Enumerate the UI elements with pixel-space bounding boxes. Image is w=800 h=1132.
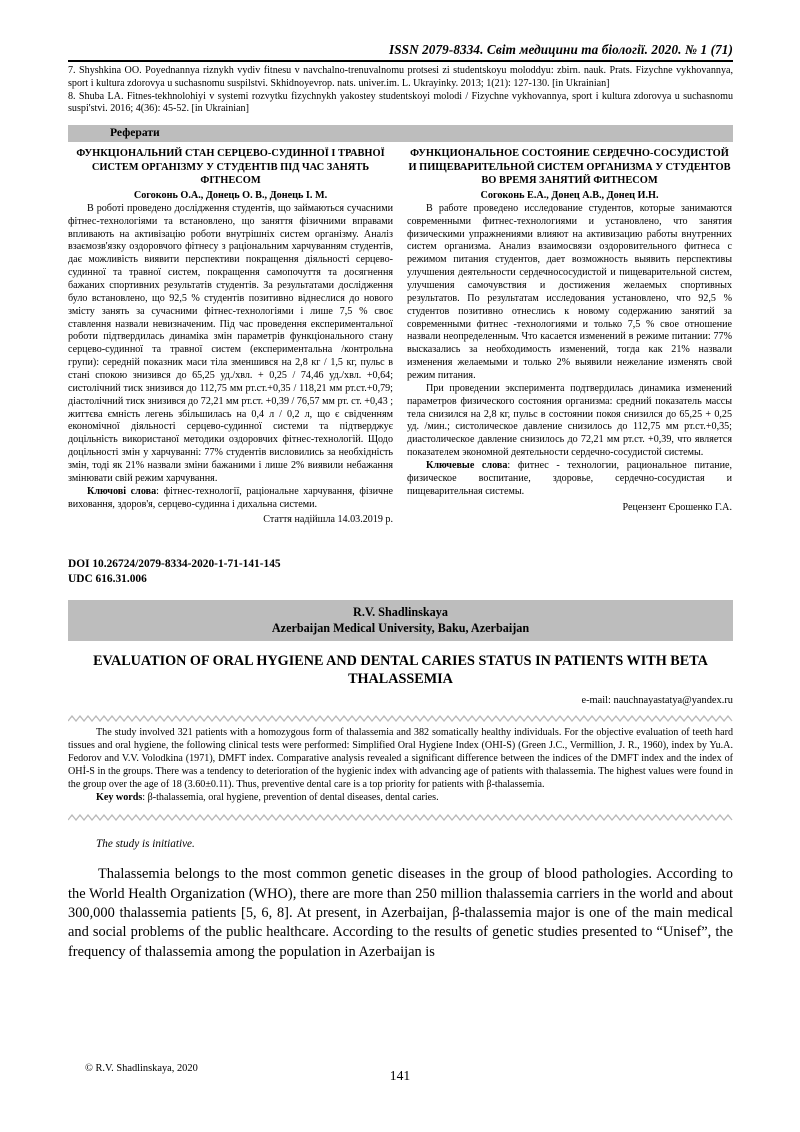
doi-line: DOI 10.26724/2079-8334-2020-1-71-141-145 (68, 558, 281, 571)
abstract-title-ru: ФУНКЦИОНАЛЬНОЕ СОСТОЯНИЕ СЕРДЕЧНО-СОСУДИСТОЙ И ПИЩЕВАРИТЕЛЬНОЙ СИСТЕМ ОРГАНИЗМА У СТУДЕНТОВ ВО ВРЕМЯ ЗАНЯТИЙ ФИТНЕСОМ (408, 148, 731, 187)
article-affiliation: Azerbaijan Medical University, Baku, Azerbaijan (271, 620, 530, 635)
article-abstract (68, 727, 733, 805)
abstract-paragraph-ru-2: При проведении эксперимента подтвердилась динамика изменений параметров физического состояния организма: средний показатель массы тела снизился на 2,8 кг, пульс в состоянии покоя снизился до 65,25 + 0,25 уд. /мин.; систолическое давление снизилось до 112,75 мм рт.ст.+0,35; диастолическое давление снизилось до 72,21 мм рт.ст. +0,39, что является показателем экономной деятельности сердечно-сосудистой системы. (407, 382, 732, 459)
abstract-keywords-label-uk: Ключові слова (87, 485, 157, 497)
article-keywords-label: Key words (96, 792, 143, 804)
reference-list (68, 65, 733, 116)
reference-item: 8. Shuba LA. Fitnes-tekhnolohiyi v systemi rozvytku fizychnykh yakostey studentskoyi molodi / Fizychne vykhovannya, sport i kultura zdorovya u suchasnomu suspi'stvi. 2016; 4(36): 45-52. [in Ukrainian] (68, 90, 733, 115)
abstract-keywords-label-ru: Ключевые слова (426, 460, 508, 472)
abstract-keywords-text-uk: фітнес-технології, раціональне харчування, фізичне виховання, здоров'я, серцево-судинна і дихальна системи. (68, 485, 394, 510)
abstract-body-uk (68, 203, 393, 486)
abstract-keywords-uk (68, 486, 393, 512)
doi-udc-block (68, 557, 733, 586)
abstract-paragraph-ru: В работе проведено исследование студентов, которые занимаются современными фитнес-технологиями и установлено, что занятия физическими упражнениями влияют на активизацию работы внутренних систем организма. Анализ взаимосвязи оздоровительного фитнеса с режимом питания студентов, дает возможность выявить перспективы улучшения деятельности сердечнососудистой и пищеварительной систем, улучшения самочувствия и достижения желаемых спортивных результатов. По результатам исследования установлено, что 92,5 % студентов позитивно отнеслись к новому содержанию занятий за современными фитнес -технологиями и только 7,5 % свое отношение назвали неопределенным. Что касается изменений в режиме питании: 77% высказались за необходимость изменений, тогда как 21% назвали изменения желаемыми и только 2% выявили нежелание изменять свой режим питания. (407, 202, 732, 382)
abstract-body-ru (407, 203, 732, 460)
abstract-columns (68, 147, 733, 525)
abstracts-banner (68, 125, 733, 142)
article-body (68, 865, 733, 962)
article-keywords (68, 792, 733, 805)
abstract-keywords-text-ru: фитнес - технологии, рациональное питание, физическое воспитание, здоровье, сердечно-сосудистая и пищеварительная системы. (407, 460, 732, 497)
abstract-authors-uk: Согоконь О.А., Донець О. В., Донець І. М. (133, 189, 328, 201)
article-keywords-colon: : (142, 792, 148, 804)
author-banner (68, 600, 733, 641)
copyright-line: © R.V. Shadlinskaya, 2020 (85, 1063, 198, 1074)
zigzag-rule-top (68, 715, 733, 722)
abstract-footer-uk: Стаття надійшла 14.03.2019 р. (263, 514, 393, 526)
reference-item: 7. Shyshkina OO. Poyednannya riznykh vydiv fitnesu v navchalno-trenuvalnomu protsesi zi studentskoyu moloddyu: zbirn. nauk. Prats. Fizychne vykhovannya, sport i kultura zdorovya u suchasnomu suspilstvi. Skhidnoyevrop. nats. univer.im. L. Ukrayinky. 2013; 1(21): 127-130. [in Ukrainian] (68, 65, 733, 89)
article-keywords-text: β-thalassemia, oral hygiene, prevention of dental diseases, dental caries. (147, 792, 439, 804)
abstract-keywords-ru (407, 460, 732, 499)
initiative-note: The study is initiative. (96, 838, 195, 851)
abstract-title-uk: ФУНКЦІОНАЛЬНИЙ СТАН СЕРЦЕВО-СУДИННОЇ І ТРАВНОЇ СИСТЕМ ОРГАНІЗМУ У СТУДЕНТІВ ПІД ЧАС ЗАНЯТЬ ФІТНЕСОМ (76, 148, 385, 187)
article-author: R.V. Shadlinskaya (353, 604, 448, 619)
article-body-paragraph: Thalassemia belongs to the most common genetic diseases in the group of blood pathologies. According to the World Health Organization (WHO), there are more than 250 million thalassemia carriers in the world and about 300,000 thalassemia patients [5, 6, 8]. At present, in Azerbaijan, β-thalassemia major is one of the main medical and social problems of the public healthcare. According to the results of genetic studies presented to “Unisef”, the frequency of thalassemia among the population in Azerbaijan is (68, 866, 733, 960)
abstract-footer-ru: Рецензент Єрошенко Г.А. (622, 501, 732, 513)
abstract-column-ukrainian (68, 147, 393, 525)
page-number: 141 (389, 1068, 411, 1083)
abstracts-banner-label: Реферати (110, 126, 160, 140)
running-head: ISSN 2079-8334. Світ медицини та біології. 2020. № 1 (71) (388, 42, 733, 57)
zigzag-rule-bottom (68, 814, 733, 821)
article-email[interactable]: e-mail: nauchnayastatya@yandex.ru (581, 695, 733, 707)
abstract-authors-ru: Согоконь Е.А., Донец А.В., Донец И.Н. (480, 189, 659, 201)
page-content (68, 42, 733, 962)
abstract-keywords-colon-ru: : (507, 460, 518, 472)
running-head-rule (68, 60, 733, 62)
article-abstract-paragraph: The study involved 321 patients with a homozygous form of thalassemia and 382 somatically healthy individuals. For the objective evaluation of teeth hard tissues and oral hygiene, the following clinical tests were performed: Simplified Oral Hygiene Index (OHI-S) (Green J.C., Vermillion, J. R., 1960), index by Yu.A. Fedorov and V.V. Volodkina (1971), DMFT index. Comparative analysis revealed a significant difference between the indices of the DMFT index and the index of OHİ-S in the groups. There was a tendency to deterioration of the hygienic index with advancing age of patients with thalassemia. The highest values were found in the group over the age of 18 (3.60±0.11). Thus, preventive dental care is a top priority for patients with β-thalassemia. (68, 727, 733, 791)
article-title: EVALUATION OF ORAL HYGIENE AND DENTAL CARIES STATUS IN PATIENTS WITH BETA THALASSEMIA (93, 653, 708, 688)
abstract-keywords-colon-uk: : (156, 485, 164, 497)
abstract-paragraph-uk: В роботі проведено дослідження студентів, що займаються сучасними фітнес-технологіями та встановлено, що заняття фізичними вправами впливають на активізацію роботи внутрішніх систем організму. Аналіз взаємозв'язку оздоровчого фітнесу з раціональним харчуванням студентів, дає можливість виявити перспективи покращення діяльності серцево-судинної та травної систем, покращення самопочуття та досягнення бажаних спортивних результатів студентів. За результатами дослідження було встановлено, що 92,5 % студентів позитивно віднеслися до нового змісту занять за сучасними фітнес-технологіями і лише 7,5 % своє ставлення назвали невизначеним. Під час проведення експериментальної роботи підтвердилась динаміка змін параметрів функціонального стану серцево-судинної та травної систем (експериментальна /контрольна групи): середній показник маси тіла зменшився на 2,8 кг / 1,5 кг, пульс в стані спокою знизився до 65,25 уд./хвл. + 0,25 / 74,46 уд./хвл. +0,64; систолічний тиск знизився до 112,75 мм рт.ст.+0,35 / 118,21 мм рт.ст.+0,79; діастолічний тиск знизився до 72,21 мм рт.ст. +0,39 / 76,57 мм рт. ст. +0,43 ; життєва ємність легень збільшилась на 0,4 л / 0,2 л, що є свідченням економічної діяльності серцево-судинної системи та підтверджує доцільність використаної методики оздоровчих фітнес-технологій. Щодо доцільності змін у харчуванні: 77% студентів висловились за необхідність змін, тоді як 21% назвали зміни бажаними і лише 2% виявили небажання змінювати свій режим харчування. (68, 202, 393, 484)
abstract-column-russian (407, 147, 732, 525)
udc-line: UDC 616.31.006 (68, 573, 147, 586)
